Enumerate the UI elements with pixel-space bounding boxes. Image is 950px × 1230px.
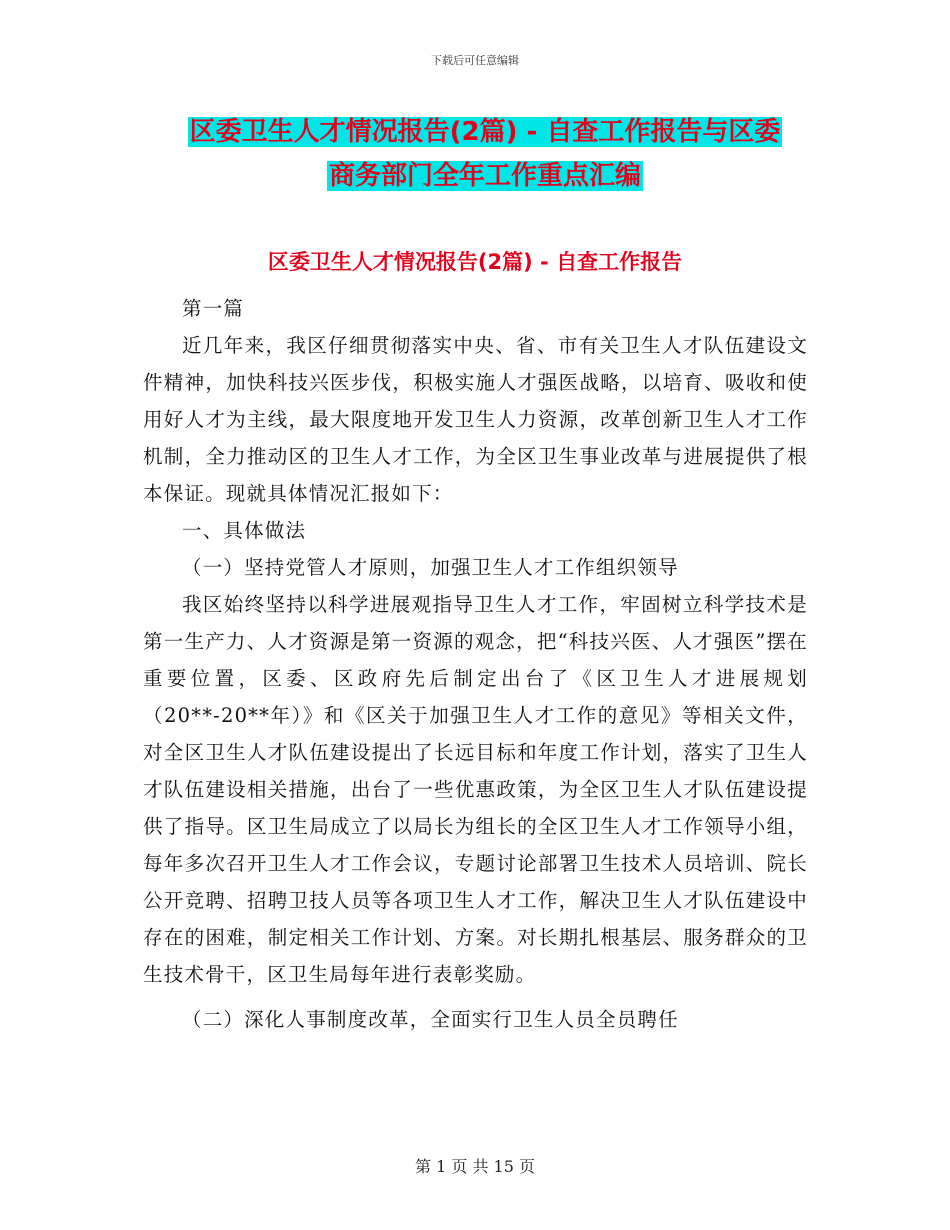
document-title-line-2	[140, 154, 830, 198]
section-label: 第一篇	[182, 297, 245, 320]
paragraph: 我区始终坚持以科学进展观指导卫生人才工作，牢固树立科学技术是第一生产力、人才资源是第一资源的观念，把“科技兴医、人才强医”摆在重要位置，区委、区政府先后制定出台了《区卫生人才进展规划（20**-20**年）》和《区关于加强卫生人才工作的意见》等相关文件，对全区卫生人才队伍建设提出了长远目标和年度工作计划，落实了卫生人才队伍建设相关措施，出台了一些优惠政策，为全区卫生人才队伍建设提供了指导。区卫生局成立了以局长为组长的全区卫生人才工作领导小组，每年多次召开卫生人才工作会议，专题讨论部署卫生技术人员培训、院长公开竞聘、招聘卫技人员等各项卫生人才工作，解决卫生人才队伍建设中存在的困难，制定相关工作计划、方案。对长期扎根基层、服务群众的卫生技术骨干，区卫生局每年进行表彰奖励。	[143, 593, 808, 986]
document-subtitle: 区委卫生人才情况报告(2篇) - 自查工作报告	[267, 250, 683, 274]
header-note: 下载后可任意编辑	[431, 54, 519, 67]
subsection-heading: （二）深化人事制度改革，全面实行卫生人员全员聘任	[182, 1008, 679, 1031]
document-body	[143, 290, 808, 1038]
document-title-line-1	[140, 110, 830, 154]
subsection-heading: （一）坚持党管人才原则，加强卫生人才工作组织领导	[182, 556, 679, 579]
title-highlight: 商务部门全年工作重点汇编	[328, 161, 641, 191]
section-heading: 一、具体做法	[182, 519, 307, 542]
paragraph: 近几年来，我区仔细贯彻落实中央、省、市有关卫生人才队伍建设文件精神，加快科技兴医步伐，积极实施人才强医战略，以培育、吸收和使用好人才为主线，最大限度地开发卫生人力资源，改革创新卫生人才工作机制，全力推动区的卫生人才工作，为全区卫生事业改革与进展提供了根本保证。现就具体情况汇报如下：	[143, 334, 808, 505]
page-footer: 第 1 页 共 15 页	[415, 1157, 535, 1176]
title-highlight: 区委卫生人才情况报告(2篇) - 自查工作报告与区委	[189, 117, 781, 147]
